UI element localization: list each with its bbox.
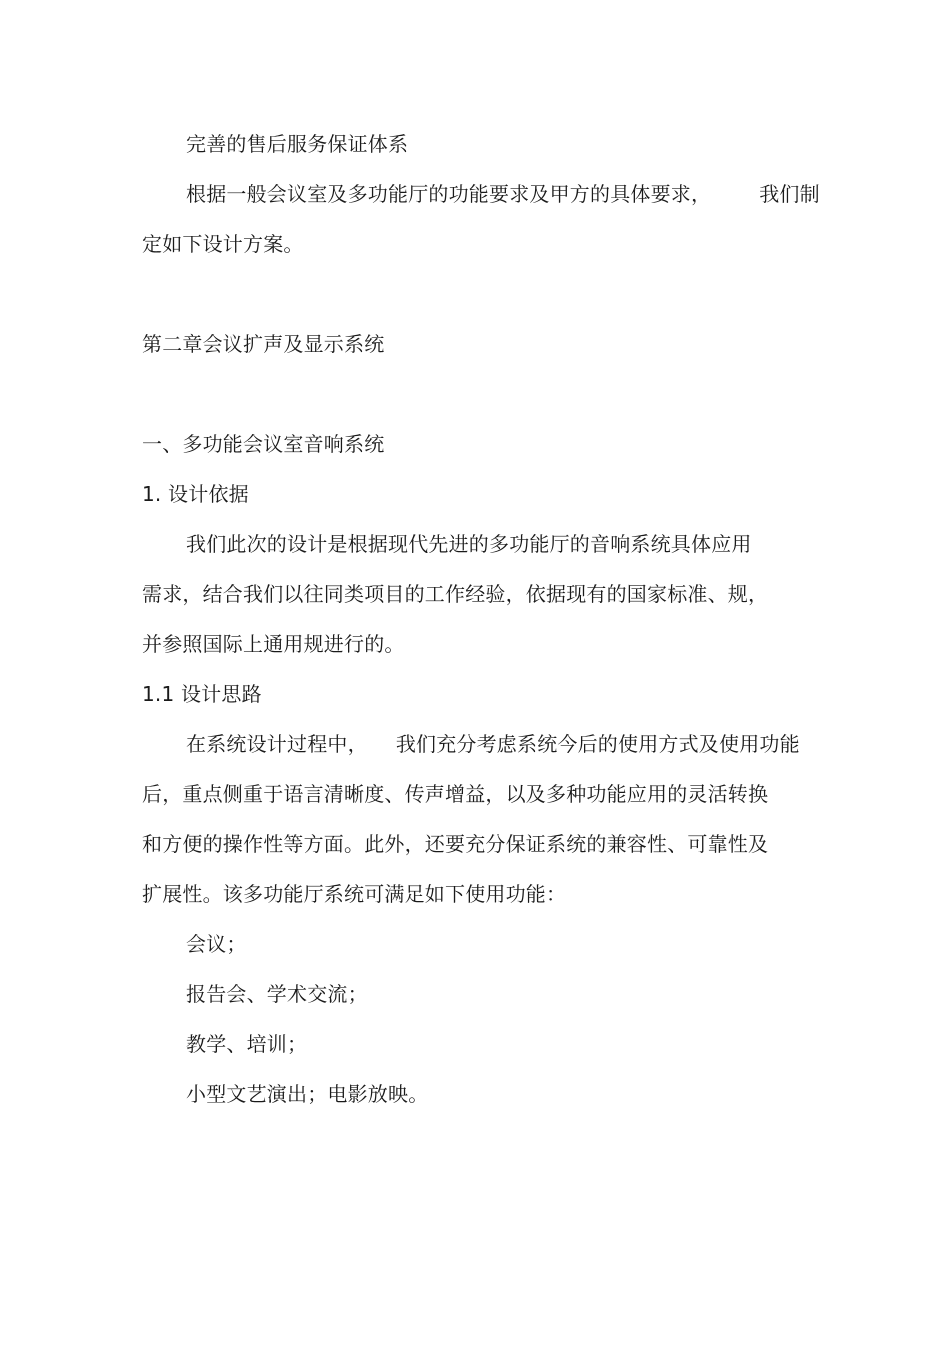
list-item: 报告会、学术交流；: [186, 982, 368, 1006]
chapter-heading: 第二章会议扩声及显示系统: [142, 332, 385, 356]
paragraph-line: 和方便的操作性等方面。此外，还要充分保证系统的兼容性、可靠性及: [142, 832, 769, 856]
paragraph-text: 我们制: [759, 182, 820, 206]
list-item: 会议；: [186, 932, 247, 956]
paragraph-line: 需求，结合我们以往同类项目的工作经验，依据现有的国家标准、规，: [142, 582, 769, 606]
paragraph-line: [186, 731, 800, 757]
paragraph-line: 并参照国际上通用规进行的。: [142, 632, 405, 656]
paragraph-line: [186, 181, 820, 207]
paragraph-text: 根据一般会议室及多功能厅的功能要求及甲方的具体要求，: [186, 182, 712, 206]
paragraph-line: 后，重点侧重于语言清晰度、传声增益，以及多种功能应用的灵活转换: [142, 782, 769, 806]
paragraph-line: 定如下设计方案。: [142, 232, 304, 256]
section-heading: 一、多功能会议室音响系统: [142, 432, 385, 456]
paragraph-text: 我们充分考虑系统今后的使用方式及使用功能: [395, 732, 800, 756]
paragraph-text: 在系统设计过程中，: [186, 732, 368, 756]
paragraph-line: 扩展性。该多功能厅系统可满足如下使用功能：: [142, 882, 567, 906]
list-item: 小型文艺演出；电影放映。: [186, 1082, 429, 1106]
subsection-heading: 1. 设计依据: [142, 482, 249, 506]
paragraph-line: 我们此次的设计是根据现代先进的多功能厅的音响系统具体应用: [186, 532, 752, 556]
subsection-heading: 1.1 设计思路: [142, 682, 262, 706]
paragraph-line: 完善的售后服务保证体系: [186, 132, 409, 156]
list-item: 教学、培训；: [186, 1032, 308, 1056]
